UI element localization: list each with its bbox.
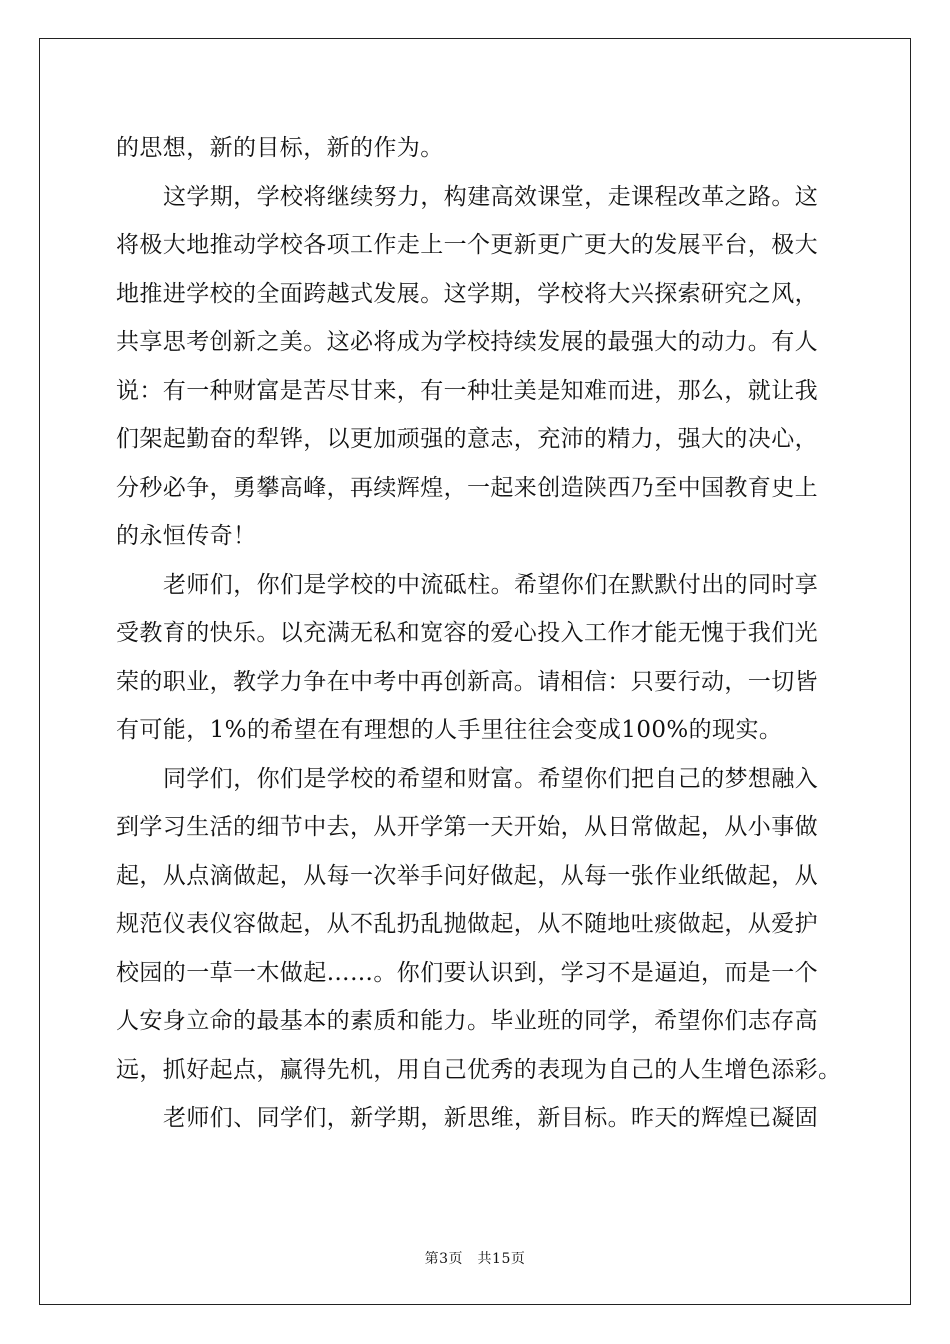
text-line: 这学期，学校将继续努力，构建高效课堂，走课程改革之路。这 [163, 183, 819, 210]
text-line: 有可能，1%的希望在有理想的人手里往往会变成100%的现实。 [116, 717, 783, 743]
text-line: 远，抓好起点，赢得先机，用自己优秀的表现为自己的人生增色添彩。 [116, 1056, 842, 1083]
text-line: 的永恒传奇！ [116, 523, 257, 549]
text-line: 分秒必争，勇攀高峰，再续辉煌，一起来创造陕西乃至中国教育史上 [116, 474, 818, 501]
text-line: 规范仪表仪容做起，从不乱扔乱抛做起，从不随地吐痰做起，从爱护 [116, 911, 818, 937]
page-number-label: 第3页 共15页 [424, 1251, 526, 1267]
text-line: 受教育的快乐。以充满无私和宽容的爱心投入工作才能无愧于我们光 [116, 620, 818, 646]
text-line: 将极大地推动学校各项工作走上一个更新更广更大的发展平台，极大 [116, 232, 818, 258]
text-line: 同学们，你们是学校的希望和财富。希望你们把自己的梦想融入 [163, 765, 819, 792]
document-body [116, 124, 842, 1143]
text-line: 地推进学校的全面跨越式发展。这学期，学校将大兴探索研究之风， [116, 280, 818, 307]
page-footer [0, 1248, 950, 1268]
text-line: 老师们，你们是学校的中流砥柱。希望你们在默默付出的同时享 [163, 571, 819, 598]
text-line: 们架起勤奋的犁铧，以更加顽强的意志，充沛的精力，强大的决心， [116, 426, 818, 452]
text-line: 老师们、同学们，新学期，新思维，新目标。昨天的辉煌已凝固 [163, 1105, 819, 1131]
text-line: 荣的职业，教学力争在中考中再创新高。请相信：只要行动，一切皆 [116, 668, 818, 695]
text-line: 起，从点滴做起，从每一次举手问好做起，从每一张作业纸做起，从 [116, 862, 818, 889]
text-line: 到学习生活的细节中去，从开学第一天开始，从日常做起，从小事做 [116, 814, 818, 840]
text-line: 说：有一种财富是苦尽甘来，有一种壮美是知难而进，那么，就让我 [116, 377, 818, 404]
text-line: 共享思考创新之美。这必将成为学校持续发展的最强大的动力。有人 [116, 329, 818, 355]
text-line: 校园的一草一木做起……。你们要认识到，学习不是逼迫，而是一个 [116, 959, 818, 986]
text-line: 的思想，新的目标，新的作为。 [116, 135, 444, 161]
text-line: 人安身立命的最基本的素质和能力。毕业班的同学，希望你们志存高 [116, 1008, 818, 1034]
